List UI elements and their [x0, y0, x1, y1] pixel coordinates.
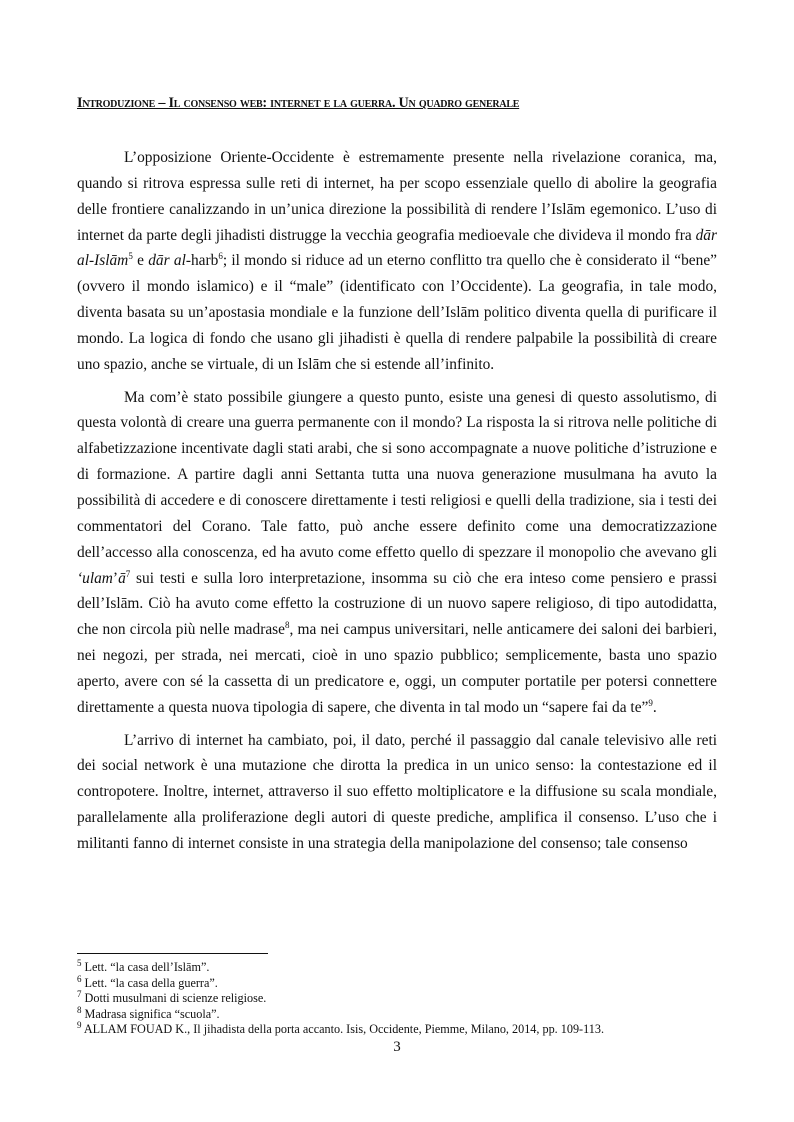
term-ulama-ending: ā	[118, 569, 126, 587]
paragraph-2-text-d: .	[652, 698, 657, 716]
footnote-5	[77, 957, 717, 976]
footnote-text: Dotti musulmani di scienze religiose.	[81, 991, 267, 1005]
page-number: 3	[393, 1039, 401, 1055]
paragraph-1-text-a: L’opposizione Oriente-Occidente è estremamente presente nella rivelazione coranica, ma, quando si ritrova espressa sulle reti di internet, ha per scopo essenziale quello di abolire la geografia delle frontiere canalizzando in un’unica direzione la possibilità di rendere l’Islām egemonico. L’uso di internet da parte degli jihadisti distrugge la vecchia geografia medioevale che divideva il mondo fra	[77, 149, 717, 244]
paragraph-2	[77, 385, 717, 721]
footnote-number: 7	[77, 988, 82, 999]
paragraph-1	[77, 145, 717, 378]
footnote-ref-5: 5	[128, 251, 133, 262]
footnote-number: 6	[77, 973, 82, 984]
paragraph-2-text-b: sui testi e sulla loro interpretazione, insomma su ciò che era inteso come pensiero e prassi dell’Islām. Ciò ha avuto come effetto la costruzione di un nuovo sapere religioso, di tipo autodidatta, che non circola più nelle madrase	[77, 569, 717, 639]
footnote-6	[77, 973, 717, 992]
paragraph-3	[77, 728, 717, 857]
footnote-text: Madrasa significa “scuola”.	[81, 1006, 220, 1021]
term-ulama: ‘ulam	[77, 569, 113, 587]
paragraph-3-text: L’arrivo di internet ha cambiato, poi, il dato, perché il passaggio dal canale televisivo alle reti dei social network è una mutazione che dirotta la predica in un unico senso: la contestazione ed il contropotere. Inoltre, internet, attraverso il suo effetto moltiplicatore e la diffusione su scala mondiale, parallelamente alla proliferazione degli autori di queste prediche, amplifica il consenso. L’uso che i militanti fanno di internet consiste in una strategia della manipolazione del consenso; tale consenso	[77, 731, 717, 852]
footnote-9	[77, 1019, 717, 1038]
term-harb: harb	[190, 252, 219, 270]
footnote-text: Lett. “la casa della guerra”.	[81, 975, 218, 990]
footnote-number: 9	[77, 1019, 82, 1030]
paragraph-2-text-a: Ma com’è stato possibile giungere a questo punto, esiste una genesi di questo assolutismo, di questa volontà di creare una guerra permanente con il mondo? La risposta la si ritrova nelle politiche di alfabetizzazione incentivate dagli stati arabi, che si sono accompagnate a nuove politiche d’istruzione e di formazione. A partire dagli anni Settanta tutta una nuova generazione musulmana ha avuto la possibilità di accedere e di conoscere direttamente i testi religiosi e quelli della tradizione, sia i testi dei commentatori del Corano. Tale fatto, può anche essere definito come una democratizzazione dell’accesso alla conoscenza, ed ha avuto come effetto quello di spezzare il monopolio che avevano gli	[77, 388, 717, 561]
term-dar-al-islam: dār al-Islām	[77, 226, 717, 270]
paragraph-1-text-b: e	[132, 252, 149, 270]
footnote-ref-8: 8	[284, 620, 290, 631]
body-text	[77, 145, 717, 857]
footnote-ref-7: 7	[125, 568, 131, 579]
term-ulama-apostrophe: ’	[112, 569, 119, 587]
footnote-ref-6: 6	[218, 251, 223, 262]
term-dar-al: dār al-	[148, 252, 191, 270]
footnote-number: 8	[77, 1004, 82, 1015]
footnote-8	[77, 1004, 717, 1023]
footnote-separator	[77, 953, 268, 954]
footnote-text: ALLAM FOUAD K., Il jihadista della porta accanto. Isis, Occidente, Piemme, Milano, 2014, pp. 109-113.	[81, 1022, 604, 1036]
footnote-ref-9: 9	[648, 697, 653, 708]
footnote-text: Lett. “la casa dell’Islām”.	[81, 960, 210, 974]
paragraph-1-text-c: ; il mondo si riduce ad un eterno conflitto tra quello che è considerato il “bene” (ovvero il mondo islamico) e il “male” (identificato con l’Occidente). La geografia, in tale modo, diventa basata su un’apostasia mondiale e la funzione dell’Islām politico diventa quella di purificare il mondo. La logica di fondo che usano gli jihadisti è quella di rendere palpabile la possibilità di creare uno spazio, anche se virtuale, di un Islām che si estende all’infinito.	[77, 252, 717, 373]
chapter-heading: Introduzione – Il consenso web: internet e la guerra. Un quadro generale	[77, 95, 520, 111]
footnotes	[77, 957, 717, 1038]
paragraph-2-text-c: , ma nei campus universitari, nelle anticamere dei saloni dei barbieri, nei negozi, per strada, nei mercati, cioè in uno spazio pubblico; semplicemente, basta uno spazio aperto, avere con sé la cassetta di un predicatore e, oggi, un computer portatile per potersi connettere direttamente a questa nuova tipologia di sapere, che diventa in tal modo un “sapere fai da te”	[77, 621, 717, 716]
footnote-number: 5	[77, 957, 82, 968]
footnote-7	[77, 988, 717, 1007]
